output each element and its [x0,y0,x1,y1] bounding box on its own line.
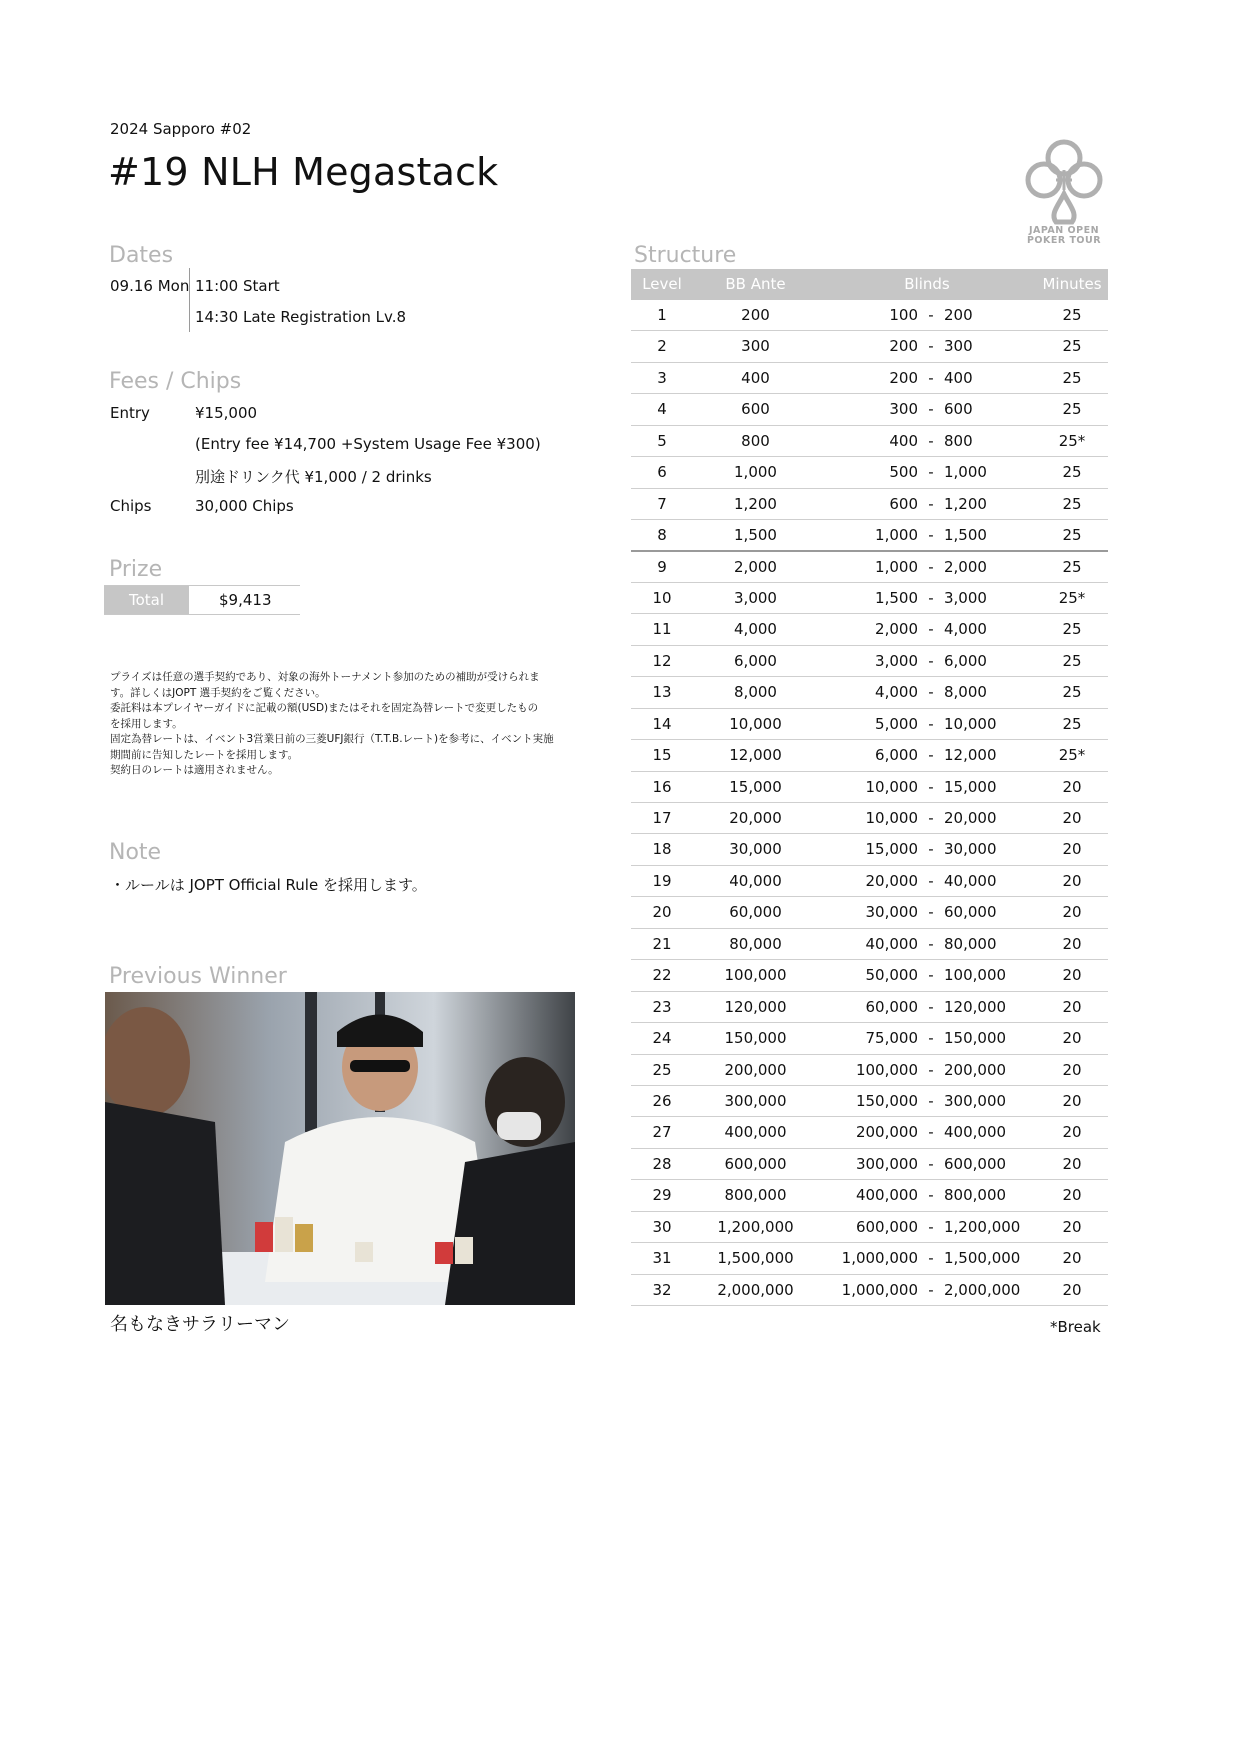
level-cell: 32 [652,1280,672,1299]
small-blind-cell: 15,000 [865,840,918,859]
prize-total-label: Total [104,586,189,614]
bb-ante-cell: 20,000 [729,809,782,827]
big-blind-cell: 1,200 [944,494,987,513]
minutes-cell: 25* [1058,588,1086,607]
small-blind-cell: 50,000 [865,966,918,985]
table-row [631,834,1108,865]
minutes-cell: 20 [1062,966,1082,985]
bb-ante-cell: 80,000 [729,934,782,953]
minutes-cell: 25* [1058,431,1086,450]
blind-separator: - [928,400,934,419]
small-blind-cell: 40,000 [865,934,918,953]
table-row [631,740,1108,771]
level-cell: 17 [652,809,672,827]
big-blind-cell: 1,500 [944,526,987,545]
bb-ante-cell: 600 [741,400,770,419]
drink-fee: 別途ドリンク代 ¥1,000 / 2 drinks [195,468,432,486]
bb-ante-cell: 200,000 [724,1060,787,1079]
bb-ante-cell: 12,000 [729,746,782,765]
date-day: 09.16 Mon [110,277,190,295]
disclaimer-line: す。詳しくはJOPT 選手契約をご覧ください。 [110,686,326,699]
level-cell: 24 [652,1029,672,1048]
bb-ante-cell: 8,000 [734,683,777,702]
blind-separator: - [928,871,934,890]
header-level: Level [642,275,682,293]
bb-ante-cell: 4,000 [734,620,777,639]
level-cell: 18 [652,840,672,859]
blind-separator: - [928,1123,934,1142]
minutes-cell: 25 [1062,683,1082,702]
table-row [631,1055,1108,1086]
big-blind-cell: 150,000 [944,1029,1007,1048]
table-row [631,457,1108,488]
minutes-cell: 20 [1062,903,1082,922]
bb-ante-cell: 300 [741,337,770,356]
small-blind-cell: 200,000 [855,1123,918,1142]
level-cell: 30 [652,1217,672,1236]
chips-label: Chips [110,497,152,515]
prize-heading: Prize [109,557,163,582]
level-cell: 29 [652,1186,672,1205]
note-heading: Note [109,840,162,865]
minutes-cell: 20 [1062,777,1082,796]
dates-heading: Dates [109,243,174,268]
dates-divider [189,268,190,332]
big-blind-cell: 800 [944,431,973,450]
level-cell: 11 [652,620,672,639]
entry-label: Entry [110,404,150,422]
table-row [631,1149,1108,1180]
logo-line-1: JAPAN OPEN [1028,225,1100,236]
blind-separator: - [928,997,934,1016]
disclaimer-line: 契約日のレートは適用されません。 [110,764,279,776]
level-cell: 22 [652,966,672,985]
bb-ante-cell: 1,200,000 [717,1217,794,1236]
minutes-cell: 20 [1062,1029,1082,1048]
level-cell: 16 [652,777,672,796]
level-cell: 3 [657,368,667,387]
big-blind-cell: 400,000 [944,1123,1007,1142]
disclaimer-line: を採用します。 [110,717,183,730]
small-blind-cell: 200 [889,368,918,387]
small-blind-cell: 1,500 [875,588,918,607]
table-row [631,1212,1108,1243]
bb-ante-cell: 30,000 [729,840,782,859]
bb-ante-cell: 400 [741,368,770,387]
small-blind-cell: 60,000 [865,997,918,1016]
table-row [631,614,1108,645]
level-cell: 26 [652,1091,672,1110]
big-blind-cell: 400 [944,368,973,387]
level-cell: 28 [652,1154,672,1173]
table-row [631,331,1108,362]
bb-ante-cell: 60,000 [729,903,782,922]
bb-ante-cell: 1,500,000 [717,1249,794,1268]
big-blind-cell: 6,000 [944,651,987,670]
big-blind-cell: 12,000 [944,746,997,765]
event-subtitle: 2024 Sapporo #02 [110,120,252,138]
minutes-cell: 25 [1062,337,1082,356]
table-row [631,394,1108,425]
table-row [631,866,1108,897]
level-cell: 25 [652,1060,672,1079]
bb-ante-cell: 1,500 [734,526,777,545]
table-row [631,897,1108,928]
late-registration: 14:30 Late Registration Lv.8 [195,308,407,326]
small-blind-cell: 4,000 [875,683,918,702]
table-row [631,960,1108,991]
small-blind-cell: 75,000 [865,1029,918,1048]
big-blind-cell: 300 [944,337,973,356]
small-blind-cell: 1,000,000 [841,1280,918,1299]
level-cell: 9 [657,557,667,576]
logo-line-2: POKER TOUR [1026,235,1102,246]
level-cell: 15 [652,746,672,765]
big-blind-cell: 15,000 [944,777,997,796]
big-blind-cell: 100,000 [944,966,1007,985]
table-row [631,426,1108,457]
level-cell: 14 [652,714,672,733]
minutes-cell: 25 [1062,620,1082,639]
minutes-cell: 25 [1062,714,1082,733]
big-blind-cell: 1,000 [944,463,987,482]
small-blind-cell: 300 [889,400,918,419]
minutes-cell: 20 [1062,997,1082,1016]
minutes-cell: 20 [1062,871,1082,890]
entry-value: ¥15,000 [195,404,258,422]
blind-separator: - [928,1060,934,1079]
blind-separator: - [928,306,934,324]
table-row [631,520,1108,551]
big-blind-cell: 1,200,000 [944,1217,1021,1236]
blind-separator: - [928,714,934,733]
level-cell: 13 [652,683,672,702]
table-row [631,1086,1108,1117]
big-blind-cell: 30,000 [944,840,997,859]
bb-ante-cell: 200 [741,306,770,324]
big-blind-cell: 200,000 [944,1060,1007,1079]
table-row [631,363,1108,394]
table-row [631,1243,1108,1274]
bb-ante-cell: 800 [741,431,770,450]
small-blind-cell: 100 [889,306,918,324]
minutes-cell: 25 [1062,494,1082,513]
table-row [631,929,1108,960]
structure-heading: Structure [634,243,737,268]
minutes-cell: 25 [1062,557,1082,576]
header-bb-ante: BB Ante [725,275,786,293]
big-blind-cell: 200 [944,306,973,324]
minutes-cell: 20 [1062,840,1082,859]
blind-separator: - [928,1029,934,1048]
bb-ante-cell: 800,000 [724,1186,787,1205]
blind-separator: - [928,337,934,356]
table-row [631,772,1108,803]
minutes-cell: 25 [1062,368,1082,387]
entry-breakdown: (Entry fee ¥14,700 +System Usage Fee ¥300) [195,435,541,453]
big-blind-cell: 4,000 [944,620,987,639]
small-blind-cell: 3,000 [875,651,918,670]
small-blind-cell: 30,000 [865,903,918,922]
small-blind-cell: 100,000 [855,1060,918,1079]
bb-ante-cell: 300,000 [724,1091,787,1110]
bb-ante-cell: 2,000 [734,557,777,576]
level-cell: 4 [657,400,667,419]
small-blind-cell: 2,000 [875,620,918,639]
bb-ante-cell: 150,000 [724,1029,787,1048]
level-cell: 12 [652,651,672,670]
disclaimer-line: プライズは任意の選手契約であり、対象の海外トーナメント参加のための補助が受けられま [110,671,540,683]
big-blind-cell: 2,000,000 [944,1280,1021,1299]
bb-ante-cell: 100,000 [724,966,787,985]
minutes-cell: 20 [1062,1249,1082,1268]
minutes-cell: 25 [1062,463,1082,482]
big-blind-cell: 600,000 [944,1154,1007,1173]
minutes-cell: 20 [1062,1154,1082,1173]
small-blind-cell: 1,000 [875,557,918,576]
disclaimer-line: 委託料は本プレイヤーガイドに記載の額(USD)またはそれを固定為替レートで変更したもの [110,702,539,714]
level-cell: 27 [652,1123,672,1142]
blind-separator: - [928,746,934,765]
big-blind-cell: 10,000 [944,714,997,733]
minutes-cell: 25 [1062,400,1082,419]
minutes-cell: 25 [1062,651,1082,670]
bb-ante-cell: 2,000,000 [717,1280,794,1299]
disclaimer-line: 期間前に告知したレートを採用します。 [110,748,299,761]
chips-value: 30,000 Chips [195,497,294,515]
level-cell: 8 [657,526,667,545]
big-blind-cell: 40,000 [944,871,997,890]
small-blind-cell: 5,000 [875,714,918,733]
minutes-cell: 25 [1062,306,1082,324]
big-blind-cell: 80,000 [944,934,997,953]
level-cell: 19 [652,871,672,890]
fees-heading: Fees / Chips [109,369,242,394]
small-blind-cell: 600 [889,494,918,513]
bb-ante-cell: 400,000 [724,1123,787,1142]
small-blind-cell: 300,000 [855,1154,918,1173]
table-row [631,1117,1108,1148]
bb-ante-cell: 3,000 [734,588,777,607]
blind-separator: - [928,1249,934,1268]
clover-logo-icon [1022,136,1106,226]
level-cell: 5 [657,431,667,450]
big-blind-cell: 60,000 [944,903,997,922]
structure-table [631,269,1108,1306]
level-cell: 20 [652,903,672,922]
blind-separator: - [928,683,934,702]
blind-separator: - [928,1186,934,1205]
big-blind-cell: 8,000 [944,683,987,702]
small-blind-cell: 600,000 [855,1217,918,1236]
blind-separator: - [928,840,934,859]
table-row [631,552,1108,583]
minutes-cell: 20 [1062,1280,1082,1299]
winner-name: 名もなきサラリーマン [110,1314,290,1335]
table-row [631,992,1108,1023]
blind-separator: - [928,494,934,513]
level-cell: 21 [652,934,672,953]
blind-separator: - [928,368,934,387]
table-row [631,489,1108,520]
minutes-cell: 25 [1062,526,1082,545]
table-row [631,709,1108,740]
small-blind-cell: 150,000 [855,1091,918,1110]
blind-separator: - [928,1217,934,1236]
minutes-cell: 20 [1062,809,1082,827]
big-blind-cell: 1,500,000 [944,1249,1021,1268]
blind-separator: - [928,620,934,639]
minutes-cell: 20 [1062,1186,1082,1205]
header-minutes: Minutes [1042,275,1102,293]
minutes-cell: 20 [1062,1123,1082,1142]
big-blind-cell: 2,000 [944,557,987,576]
note-text: ・ルールは JOPT Official Rule を採用します。 [110,876,427,894]
previous-winner-heading: Previous Winner [109,964,287,989]
small-blind-cell: 20,000 [865,871,918,890]
big-blind-cell: 300,000 [944,1091,1007,1110]
level-cell: 6 [657,463,667,482]
winner-photo [105,992,575,1305]
prize-table [104,585,300,615]
level-cell: 10 [652,588,672,607]
page-title: #19 NLH Megastack [108,150,499,194]
level-cell: 1 [657,306,667,324]
blind-separator: - [928,463,934,482]
minutes-cell: 20 [1062,1060,1082,1079]
blind-separator: - [928,934,934,953]
table-row [631,300,1108,331]
blind-separator: - [928,777,934,796]
break-note: *Break [1050,1318,1101,1336]
blind-separator: - [928,588,934,607]
table-row [631,1180,1108,1211]
table-row [631,583,1108,614]
blind-separator: - [928,526,934,545]
bb-ante-cell: 120,000 [724,997,787,1016]
blind-separator: - [928,651,934,670]
small-blind-cell: 10,000 [865,809,918,827]
disclaimer-line: 固定為替レートは、イベント3営業日前の三菱UFJ銀行（T.T.B.レート)を参考に、イベント実施 [110,733,554,745]
blind-separator: - [928,1154,934,1173]
structure-rows [631,300,1108,1306]
start-time: 11:00 Start [195,277,280,295]
small-blind-cell: 500 [889,463,918,482]
big-blind-cell: 120,000 [944,997,1007,1016]
table-row [631,646,1108,677]
big-blind-cell: 3,000 [944,588,987,607]
small-blind-cell: 1,000 [875,526,918,545]
minutes-cell: 20 [1062,1091,1082,1110]
level-cell: 2 [657,337,667,356]
blind-separator: - [928,431,934,450]
bb-ante-cell: 600,000 [724,1154,787,1173]
blind-separator: - [928,966,934,985]
table-row [631,1023,1108,1054]
blind-separator: - [928,1280,934,1299]
header-blinds: Blinds [904,275,950,293]
jopt-logo [1022,136,1106,246]
blind-separator: - [928,1091,934,1110]
bb-ante-cell: 6,000 [734,651,777,670]
small-blind-cell: 10,000 [865,777,918,796]
small-blind-cell: 400 [889,431,918,450]
blind-separator: - [928,809,934,827]
big-blind-cell: 800,000 [944,1186,1007,1205]
bb-ante-cell: 1,000 [734,463,777,482]
small-blind-cell: 200 [889,337,918,356]
level-cell: 31 [652,1249,672,1268]
bb-ante-cell: 10,000 [729,714,782,733]
blind-separator: - [928,557,934,576]
table-row [631,677,1108,708]
prize-disclaimer [110,670,590,779]
minutes-cell: 20 [1062,934,1082,953]
big-blind-cell: 600 [944,400,973,419]
structure-header-row [631,269,1108,300]
big-blind-cell: 20,000 [944,809,997,827]
minutes-cell: 20 [1062,1217,1082,1236]
bb-ante-cell: 15,000 [729,777,782,796]
level-cell: 23 [652,997,672,1016]
minutes-cell: 25* [1058,746,1086,765]
table-row [631,803,1108,834]
bb-ante-cell: 1,200 [734,494,777,513]
small-blind-cell: 6,000 [875,746,918,765]
blind-separator: - [928,903,934,922]
table-row [631,1275,1108,1306]
prize-total-value: $9,413 [219,591,272,609]
level-cell: 7 [657,494,667,513]
small-blind-cell: 400,000 [855,1186,918,1205]
bb-ante-cell: 40,000 [729,871,782,890]
small-blind-cell: 1,000,000 [841,1249,918,1268]
